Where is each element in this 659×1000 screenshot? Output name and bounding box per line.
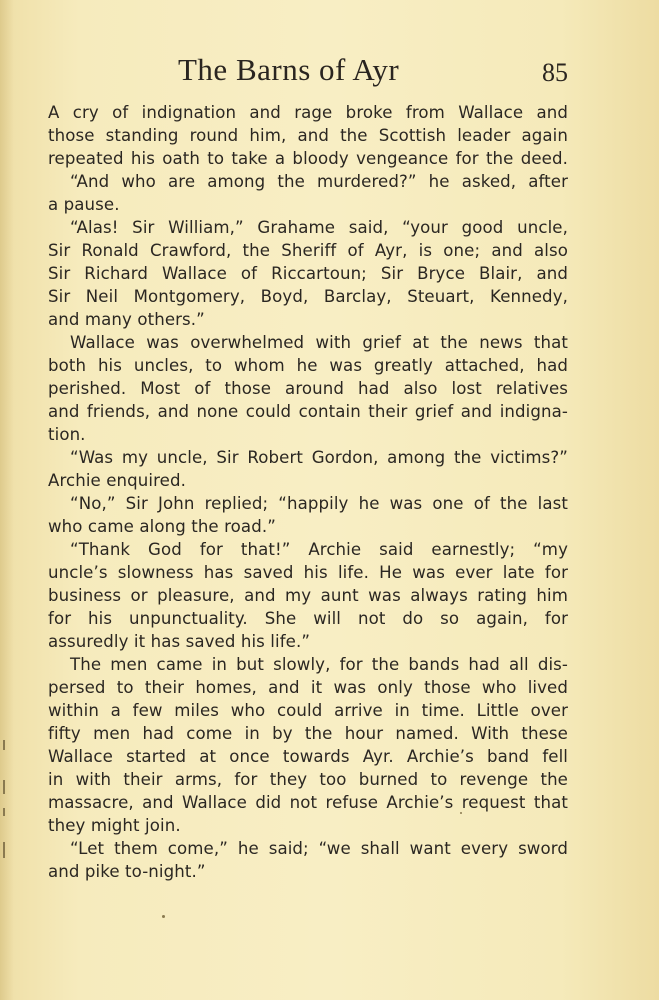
text-line: in with their arms, for they too burned to revenge the	[48, 770, 568, 789]
text-line: they might join.	[48, 816, 181, 835]
text-line: those standing round him, and the Scottish leader again	[48, 126, 568, 145]
text-line: “Was my uncle, Sir Robert Gordon, among the victims?”	[70, 448, 568, 467]
text-line: who came along the road.”	[48, 517, 276, 536]
text-line: for his unpunctuality. She will not do so again, for	[48, 609, 568, 628]
text-line: fifty men had come in by the hour named. With these	[48, 724, 568, 743]
text-line: and friends, and none could contain their grief and indigna-	[48, 402, 568, 421]
text-line: both his uncles, to whom he was greatly attached, had	[48, 356, 568, 375]
text-line: A cry of indignation and rage broke from Wallace and	[48, 103, 568, 122]
text-line: a pause.	[48, 195, 120, 214]
running-title: The Barns of Ayr	[178, 52, 400, 87]
text-line: Wallace started at once towards Ayr. Archie’s band fell	[48, 747, 568, 766]
text-line: The men came in but slowly, for the bands had all dis-	[70, 655, 568, 674]
text-line: “And who are among the murdered?” he asked, after	[70, 172, 568, 191]
text-line: tion.	[48, 425, 86, 444]
paper-speck	[460, 812, 462, 814]
text-line: “No,” Sir John replied; “happily he was one of the last	[70, 494, 568, 513]
text-line: uncle’s slowness has saved his life. He was ever late for	[48, 563, 568, 582]
page-header	[48, 52, 568, 92]
body-text	[48, 101, 568, 883]
text-line: Sir Ronald Crawford, the Sheriff of Ayr, is one; and also	[48, 241, 568, 260]
text-line: business or pleasure, and my aunt was always rating him	[48, 586, 568, 605]
text-line: “Let them come,” he said; “we shall want every sword	[70, 839, 568, 858]
text-line: persed to their homes, and it was only those who lived	[48, 678, 568, 697]
text-line: repeated his oath to take a bloody vengeance for the deed.	[48, 149, 568, 168]
text-line: “Alas! Sir William,” Grahame said, “your good uncle,	[70, 218, 568, 237]
page-number: 85	[542, 58, 568, 87]
text-line: and pike to-night.”	[48, 862, 206, 881]
text-line: assuredly it has saved his life.”	[48, 632, 311, 651]
text-line: “Thank God for that!” Archie said earnestly; “my	[70, 540, 568, 559]
text-line: Sir Richard Wallace of Riccartoun; Sir Bryce Blair, and	[48, 264, 568, 283]
text-line: Wallace was overwhelmed with grief at the news that	[70, 333, 568, 352]
text-line: within a few miles who could arrive in time. Little over	[48, 701, 568, 720]
paper-speck	[162, 915, 165, 918]
text-line: perished. Most of those around had also lost relatives	[48, 379, 568, 398]
gutter-marks	[0, 740, 12, 860]
text-line: Archie enquired.	[48, 471, 187, 490]
text-line: Sir Neil Montgomery, Boyd, Barclay, Steuart, Kennedy,	[48, 287, 568, 306]
text-line: and many others.”	[48, 310, 205, 329]
text-line: massacre, and Wallace did not refuse Archie’s request that	[48, 793, 568, 812]
